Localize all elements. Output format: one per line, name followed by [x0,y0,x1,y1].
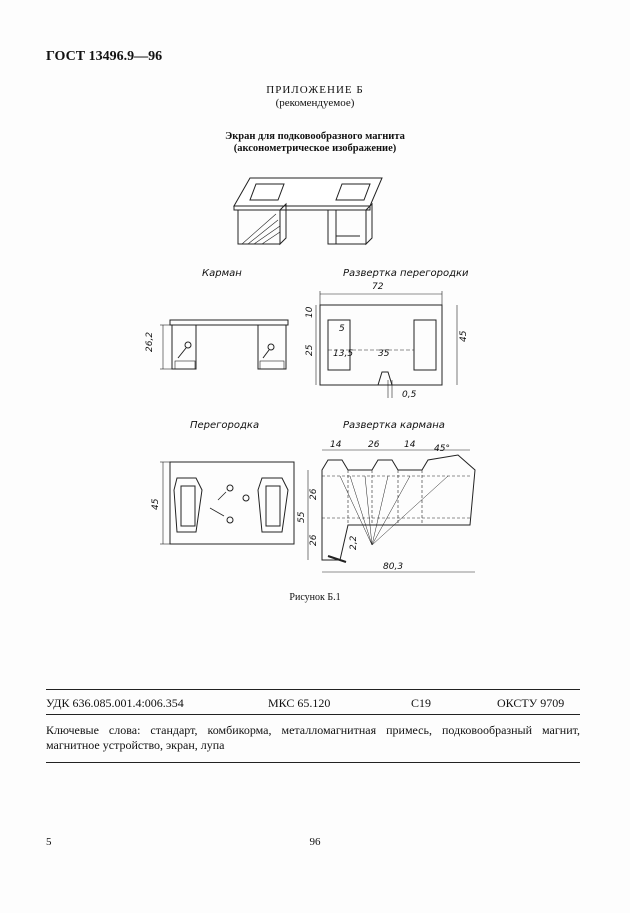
classification-code: С19 [411,696,432,710]
figure-title-line1: Экран для подковообразного магнита [225,131,405,142]
label-pocket: Карман [202,268,242,279]
dim-72: 72 [372,282,384,292]
dim-45-partition: 45 [151,498,161,510]
dim-80-3: 80,3 [383,562,404,572]
dim-55: 55 [297,511,307,523]
figure-caption: Рисунок Б.1 [289,592,341,603]
dim-5: 5 [339,324,345,334]
dim-45-degree: 45° [434,444,450,454]
label-partition-unfold: Развертка перегородки [343,268,469,279]
pocket-unfold-view [308,450,475,572]
dim-14-b: 14 [404,440,416,450]
page-number: 96 [309,836,321,848]
mks-code: МКС 65.120 [268,696,331,710]
dim-26-a: 26 [368,440,380,450]
pocket-view [160,320,288,369]
axonometric-view [234,178,382,244]
partition-view [160,462,294,544]
appendix-subtitle: (рекомендуемое) [275,97,355,109]
dim-26-2: 26,2 [145,331,155,352]
dim-14-a: 14 [330,440,342,450]
standard-header: ГОСТ 13496.9—96 [46,49,163,64]
dim-35: 35 [378,349,390,359]
label-partition: Перегородка [190,420,260,431]
figure-title-line2: (аксонометрическое изображение) [233,143,397,154]
dim-2-2: 2,2 [349,535,359,550]
udk-code: УДК 636.085.001.4:006.354 [46,696,184,710]
partition-unfold-view [316,291,457,398]
keywords: Ключевые слова: стандарт, комбикорма, металломагнитная примесь, подковообразный магнит, магнитное устройство, экран, лупа [46,723,580,752]
oksty-code: ОКСТУ 9709 [497,696,565,710]
rule-middle [46,714,580,715]
footer-left-number: 5 [46,836,52,848]
rule-bottom [46,762,580,763]
dim-26-c: 26 [309,534,319,546]
appendix-title: ПРИЛОЖЕНИЕ Б [266,84,364,96]
label-pocket-unfold: Развертка кармана [343,420,445,431]
dim-25: 25 [305,344,315,356]
dim-45-unfold: 45 [459,330,469,342]
dim-10: 10 [305,306,315,318]
dim-0-5: 0,5 [402,390,417,400]
dim-26-b: 26 [309,488,319,500]
dim-13-5: 13,5 [333,349,354,359]
rule-top [46,689,580,690]
